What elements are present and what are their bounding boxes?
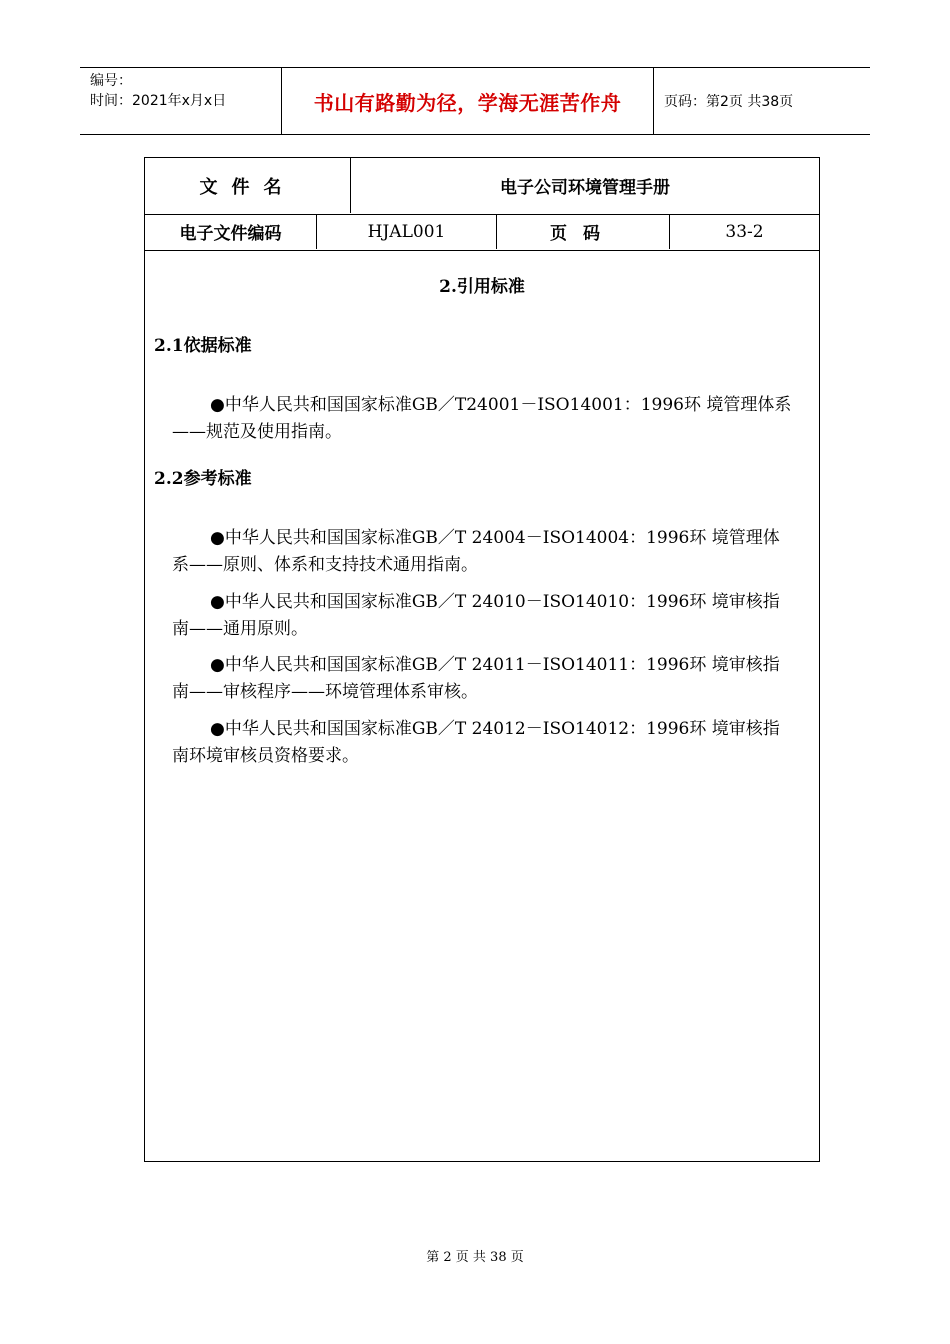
page-value: 33-2 xyxy=(725,221,764,242)
file-name-value: 电子公司环境管理手册 xyxy=(500,178,670,198)
reference-item: ●中华人民共和国国家标准GB／T 24010－ISO14010：1996环 境审核指南——通用原则。 xyxy=(172,592,780,639)
time-label: 时间：2021年x月x日 xyxy=(90,93,227,109)
file-name-label: 文件名 xyxy=(145,158,351,213)
document-frame xyxy=(144,157,820,1162)
header-meta xyxy=(80,68,281,134)
reference-item: ●中华人民共和国国家标准GB／T 24004－ISO14004：1996环 境管理体系——原则、体系和支持技术通用指南。 xyxy=(172,528,780,575)
code-value: HJAL001 xyxy=(317,214,497,249)
page-label: 页码 xyxy=(497,214,670,249)
header-page-info: 页码：第2页 共38页 xyxy=(664,94,794,110)
file-name-row xyxy=(145,158,819,215)
reference-item: ●中华人民共和国国家标准GB／T 24012－ISO14012：1996环 境审核指南环境审核员资格要求。 xyxy=(172,719,780,766)
reference-item: ●中华人民共和国国家标准GB／T 24011－ISO14011：1996环 境审核指南——审核程序——环境管理体系审核。 xyxy=(172,655,780,702)
page-header xyxy=(80,67,870,135)
standard-item: ●中华人民共和国国家标准GB／T24001－ISO14001：1996环 境管理体系——规范及使用指南。 xyxy=(172,395,792,442)
section-title: 2.引用标准 xyxy=(439,277,525,297)
subsection-title-2: 2.2参考标准 xyxy=(154,469,252,489)
subsection-title-1: 2.1依据标准 xyxy=(154,336,252,356)
page-footer: 第 2 页 共 38 页 xyxy=(426,1250,524,1265)
code-label: 电子文件编码 xyxy=(145,214,317,249)
header-motto: 书山有路勤为径，学海无涯苦作舟 xyxy=(281,68,654,134)
code-row xyxy=(145,214,819,251)
number-label: 编号： xyxy=(90,73,132,89)
